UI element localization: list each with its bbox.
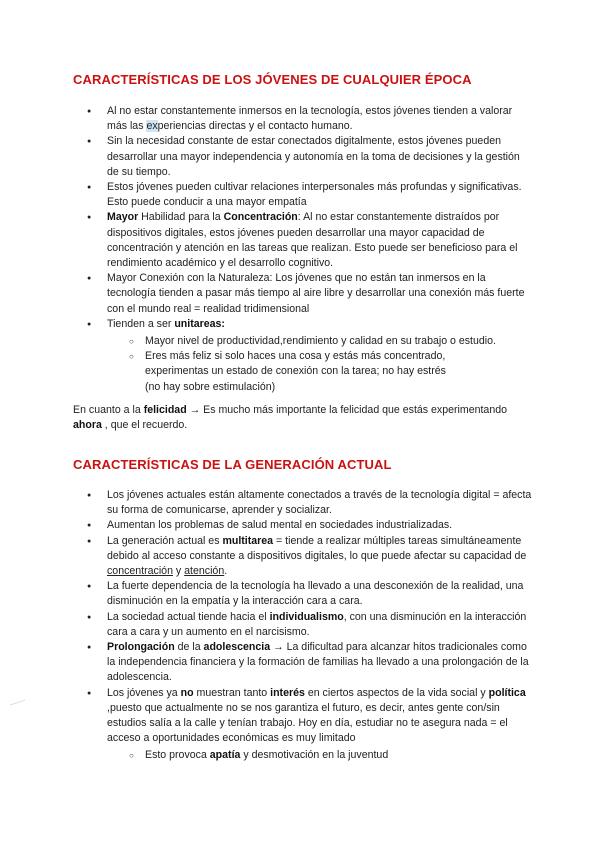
section-2-title: CARACTERÍSTICAS DE LA GENERACIÓN ACTUAL <box>73 457 392 472</box>
list-item: ● Aumentan los problemas de salud mental en sociedades industrializadas. <box>73 518 533 533</box>
sub-list <box>107 748 533 763</box>
sub-list-item: ○ Esto provoca apatía y desmotivación en la juventud <box>107 748 533 763</box>
list-item: ● Prolongación de la adolescencia → La dificultad para alcanzar hitos tradicionales como la independencia financiera y la formación de familias ha llevado a una prolongación de la adolescencia. <box>73 640 533 686</box>
list-item: ● Al no estar constantemente inmersos en la tecnología, estos jóvenes tienden a valorar más las experiencias directas y el contacto humano. <box>73 104 533 134</box>
list-item: ● La sociedad actual tiende hacia el individualismo, con una disminución en la interacción cara a cara y un aumento en el narcisismo. <box>73 610 533 640</box>
happiness-paragraph: En cuanto a la felicidad → Es mucho más importante la felicidad que estás experimentando ahora , que el recuerdo. <box>73 404 508 432</box>
list-item: ● Mayor Conexión con la Naturaleza: Los jóvenes que no están tan inmersos en la tecnología tienden a pasar más tiempo al aire libre y desarrollar una conexión más fuerte con el mundo real = realidad tridimensional <box>73 271 533 317</box>
highlighted-text: ex <box>146 120 158 133</box>
list-item: ● Tienden a ser unitareas: ○ Mayor nivel de productividad,rendimiento y calidad en su trabajo o estudio. ○ Eres más feliz si solo haces una cosa y estás más concentrado, experimentas un estado de conexión con la tarea; no hay estrés (no hay sobre estimulación) <box>73 317 533 395</box>
section-2-list <box>73 488 533 764</box>
list-item: ● La generación actual es multitarea = tiende a realizar múltiples tareas simultáneamente debido al acceso constante a dispositivos digitales, lo que puede afectar su capacidad de concentración y atención. <box>73 534 533 580</box>
section-1-title: CARACTERÍSTICAS DE LOS JÓVENES DE CUALQUIER ÉPOCA <box>73 72 472 87</box>
section-1-list <box>73 104 533 395</box>
list-item: ● Sin la necesidad constante de estar conectados digitalmente, estos jóvenes pueden desarrollar una mayor independencia y autonomía en la toma de decisiones y la gestión de su tiempo. <box>73 134 533 180</box>
list-item: ● Los jóvenes ya no muestran tanto interés en ciertos aspectos de la vida social y política ,puesto que actualmente no se nos garantiza el futuro, es decir, antes gente con/sin estudios salía a la calle y tenían trabajo. Hoy en día, estudiar no te asegura nada = el acceso a oportunidades económicas es muy limitado ○ Esto provoca apatía y desmotivación en la juventud <box>73 686 533 764</box>
sub-list <box>107 334 533 395</box>
list-item: ● La fuerte dependencia de la tecnología ha llevado a una desconexión de la realidad, una disminución en la empatía y la interacción cara a cara. <box>73 579 533 609</box>
list-item: ● Mayor Habilidad para la Concentración: Al no estar constantemente distraídos por dispositivos digitales, estos jóvenes pueden desarrollar una mayor capacidad de concentración y atención en las tareas que realizan. Esto puede ser beneficioso para el rendimiento académico y el desarrollo cognitivo. <box>73 210 533 271</box>
list-item: ● Estos jóvenes pueden cultivar relaciones interpersonales más profundas y significativas. Esto puede conducir a una mayor empatía <box>73 180 533 210</box>
list-item: ● Los jóvenes actuales están altamente conectados a través de la tecnología digital = afecta su forma de comunicarse, aprender y socializar. <box>73 488 533 518</box>
sub-list-item: ○ Eres más feliz si solo haces una cosa y estás más concentrado, experimentas un estado de conexión con la tarea; no hay estrés (no hay sobre estimulación) <box>107 349 533 395</box>
pen-mark <box>10 700 26 708</box>
sub-list-item: ○ Mayor nivel de productividad,rendimiento y calidad en su trabajo o estudio. <box>107 334 533 349</box>
